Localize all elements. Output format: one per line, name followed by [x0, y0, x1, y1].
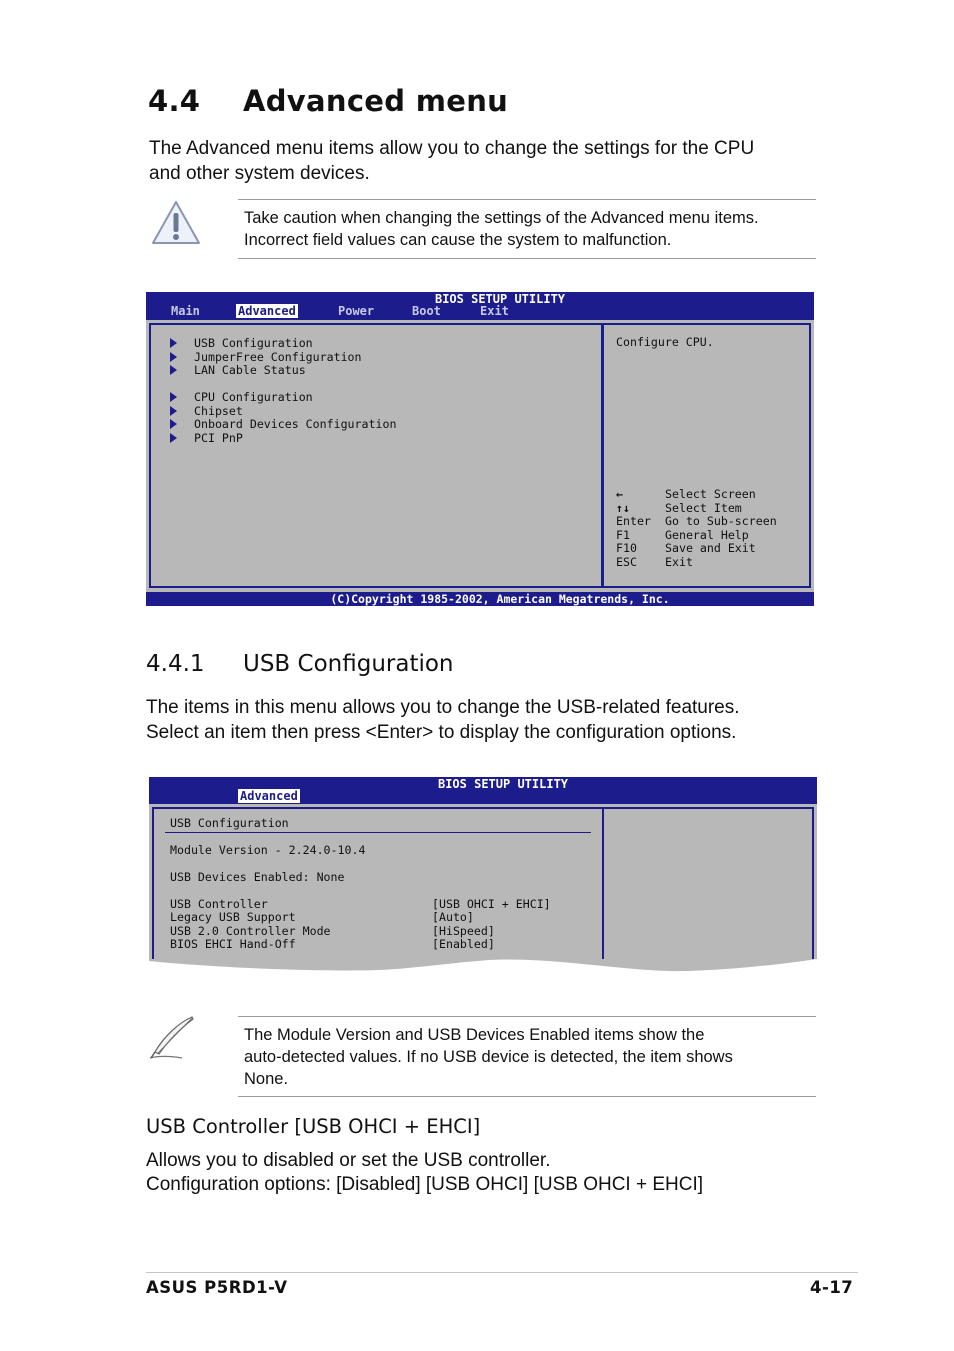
note-top-rule	[238, 1016, 816, 1017]
key-desc-general-help: General Help	[665, 528, 749, 542]
submenu-arrow-icon	[170, 338, 177, 348]
bios-item-jumperfree[interactable]: JumperFree Configuration	[194, 350, 362, 364]
tab-main[interactable]: Main	[171, 304, 200, 318]
caution-top-rule	[238, 199, 816, 200]
tab-boot[interactable]: Boot	[412, 304, 441, 318]
caution-icon	[150, 199, 202, 247]
subsection-title-text: USB Configuration	[243, 651, 454, 677]
key-desc-select-item: Select Item	[665, 501, 742, 515]
tab-power[interactable]: Power	[338, 304, 375, 318]
caution-text	[244, 207, 759, 251]
key-f10: F10	[616, 541, 637, 555]
item-title: USB Controller [USB OHCI + EHCI]	[146, 1115, 481, 1138]
key-desc-save-exit: Save and Exit	[665, 541, 756, 555]
bios-title: BIOS SETUP UTILITY	[434, 292, 566, 306]
note-text	[244, 1024, 733, 1090]
submenu-arrow-icon	[170, 419, 177, 429]
footer-product: ASUS P5RD1-V	[146, 1278, 288, 1297]
bios-item-lan-cable[interactable]: LAN Cable Status	[194, 363, 306, 377]
bios-menu-bar	[146, 292, 814, 320]
intro-line-2: and other system devices.	[149, 163, 370, 184]
bios-help-text: Configure CPU.	[616, 335, 714, 349]
note-pen-icon	[146, 1014, 198, 1060]
tab-advanced[interactable]: Advanced	[240, 789, 298, 803]
item-description	[146, 1149, 703, 1197]
key-enter: Enter	[616, 514, 651, 528]
key-f1: F1	[616, 528, 630, 542]
section-number: 4.4	[148, 84, 201, 118]
item-line-2: Configuration options: [Disabled] [USB OHCI] [USB OHCI + EHCI]	[146, 1174, 704, 1195]
bios-advanced-screen	[146, 292, 814, 606]
caution-bottom-rule	[238, 258, 816, 259]
subsection-title	[146, 651, 454, 677]
caution-line-1: Take caution when changing the settings of the Advanced menu items.	[244, 209, 759, 227]
bios-item-pci-pnp[interactable]: PCI PnP	[194, 431, 243, 445]
bios-item-cpu-configuration[interactable]: CPU Configuration	[194, 390, 313, 404]
submenu-arrow-icon	[170, 352, 177, 362]
note-line-3: None.	[244, 1070, 289, 1088]
module-version: Module Version - 2.24.0-10.4	[170, 843, 366, 857]
key-desc-sub-screen: Go to Sub-screen	[665, 514, 777, 528]
section-title-text: Advanced menu	[243, 84, 509, 118]
section-title	[148, 84, 508, 118]
setting-usb2-mode-value[interactable]: [HiSpeed]	[432, 924, 495, 938]
sub-intro-line-1: The items in this menu allows you to change the USB-related features.	[146, 697, 740, 718]
subsection-number: 4.4.1	[146, 651, 205, 677]
caution-line-2: Incorrect field values can cause the system to malfunction.	[244, 231, 672, 249]
intro-paragraph	[149, 136, 754, 186]
up-down-arrow-key-icon: ↑↓	[616, 501, 630, 515]
heading-underline	[165, 832, 591, 833]
submenu-arrow-icon	[170, 433, 177, 443]
setting-usb-controller-value[interactable]: [USB OHCI + EHCI]	[432, 897, 551, 911]
bios-usb-screen	[149, 777, 817, 997]
key-desc-select-screen: Select Screen	[665, 487, 756, 501]
left-arrow-key-icon: ←	[616, 487, 623, 501]
setting-ehci-handoff-value[interactable]: [Enabled]	[432, 937, 495, 951]
setting-ehci-handoff-label: BIOS EHCI Hand-Off	[170, 937, 296, 951]
sub-intro-line-2: Select an item then press <Enter> to display the configuration options.	[146, 722, 737, 743]
setting-legacy-usb-value[interactable]: [Auto]	[432, 910, 474, 924]
bios-item-usb-configuration[interactable]: USB Configuration	[194, 336, 313, 350]
footer-page-number: 4-17	[810, 1278, 854, 1297]
setting-legacy-usb-label: Legacy USB Support	[170, 910, 296, 924]
bios-usb-help-panel	[602, 807, 814, 959]
bios-item-onboard-devices[interactable]: Onboard Devices Configuration	[194, 417, 397, 431]
submenu-arrow-icon	[170, 365, 177, 375]
usb-config-heading: USB Configuration	[170, 816, 289, 830]
bios-item-chipset[interactable]: Chipset	[194, 404, 243, 418]
key-esc: ESC	[616, 555, 637, 569]
note-bottom-rule	[238, 1096, 816, 1097]
subsection-intro	[146, 695, 740, 745]
footer-rule	[146, 1272, 858, 1273]
setting-usb-controller-label: USB Controller	[170, 897, 268, 911]
tab-advanced[interactable]: Advanced	[238, 304, 296, 318]
intro-line-1: The Advanced menu items allow you to change the settings for the CPU	[149, 138, 755, 159]
note-line-1: The Module Version and USB Devices Enabled items show the	[244, 1026, 705, 1044]
submenu-arrow-icon	[170, 406, 177, 416]
key-desc-exit: Exit	[665, 555, 693, 569]
bios-copyright: (C)Copyright 1985-2002, American Megatrends, Inc.	[146, 592, 814, 606]
setting-usb2-mode-label: USB 2.0 Controller Mode	[170, 924, 331, 938]
submenu-arrow-icon	[170, 392, 177, 402]
note-line-2: auto-detected values. If no USB device is detected, the item shows	[244, 1048, 733, 1066]
tab-exit[interactable]: Exit	[480, 304, 509, 318]
bios-usb-title: BIOS SETUP UTILITY	[437, 777, 569, 791]
bios-usb-menu-bar	[149, 777, 817, 804]
item-line-1: Allows you to disabled or set the USB controller.	[146, 1150, 551, 1171]
usb-devices-enabled: USB Devices Enabled: None	[170, 870, 345, 884]
